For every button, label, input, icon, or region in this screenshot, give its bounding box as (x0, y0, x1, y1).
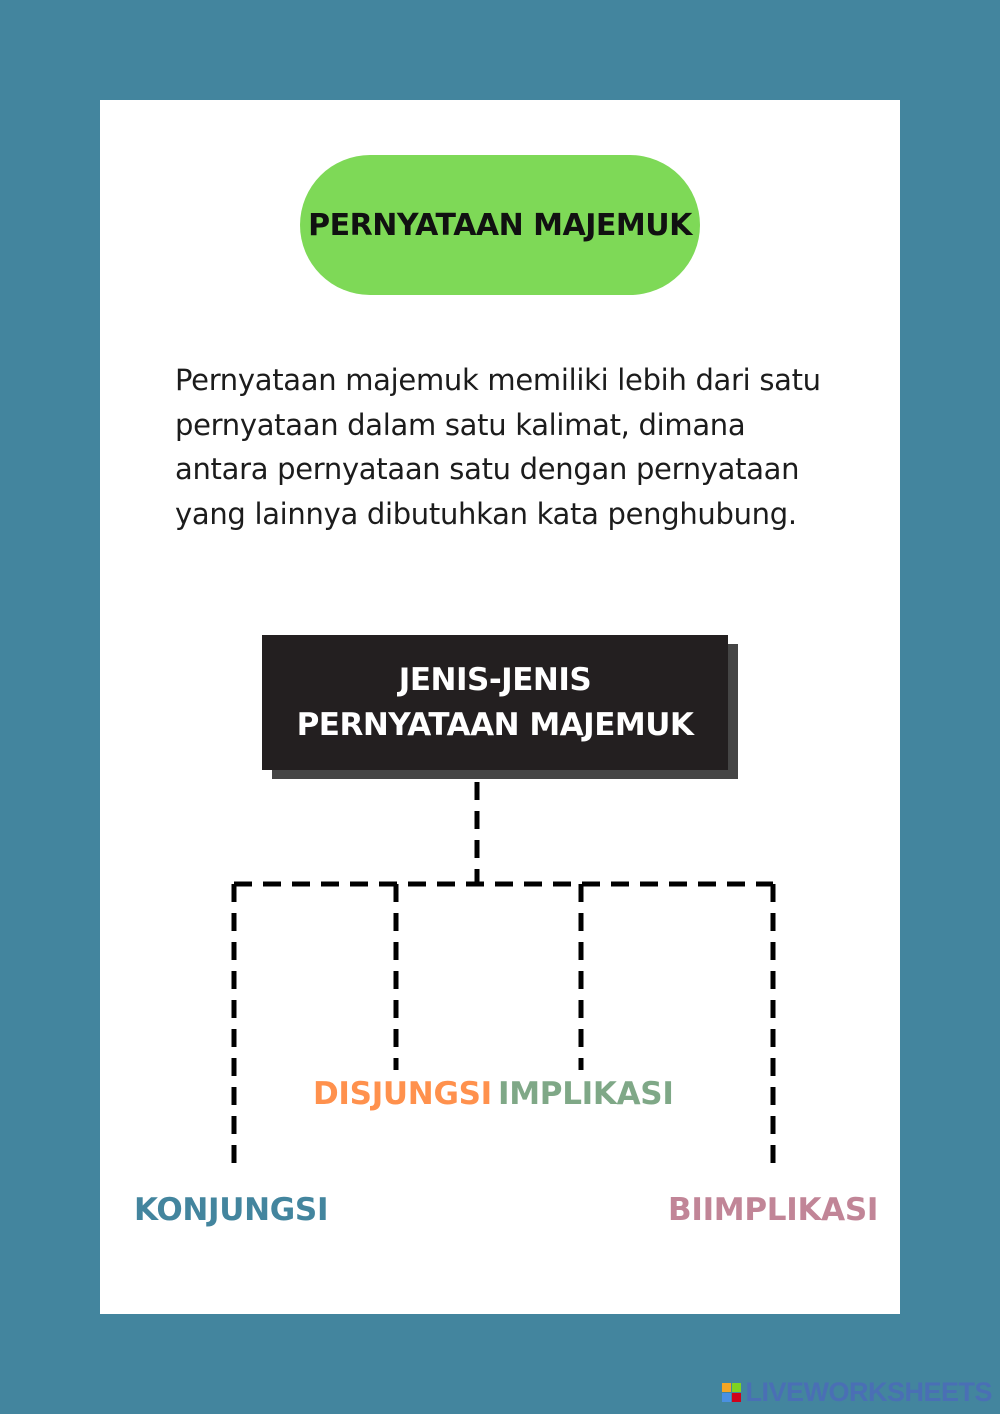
root-label-line2: PERNYATAAN MAJEMUK (296, 706, 694, 743)
liveworksheets-watermark (722, 1377, 992, 1408)
watermark-text: LIVEWORKSHEETS (745, 1377, 992, 1407)
leaf-disjungsi: DISJUNGSI (313, 1076, 492, 1112)
connector-lines (100, 100, 900, 1314)
leaf-konjungsi: KONJUNGSI (134, 1192, 329, 1228)
definition-text: Pernyataan majemuk memiliki lebih dari satu pernyataan dalam satu kalimat, dimana antara pernyataan satu dengan pernyataan yang lainnya dibutuhkan kata penghubung. (175, 363, 821, 531)
worksheet-card (100, 100, 900, 1314)
page-title: PERNYATAAN MAJEMUK (308, 207, 692, 243)
root-label-line1: JENIS-JENIS (398, 661, 592, 698)
leaf-implikasi: IMPLIKASI (498, 1076, 674, 1112)
liveworksheets-logo-icon (722, 1383, 741, 1402)
leaf-biimplikasi: BIIMPLIKASI (668, 1192, 879, 1228)
